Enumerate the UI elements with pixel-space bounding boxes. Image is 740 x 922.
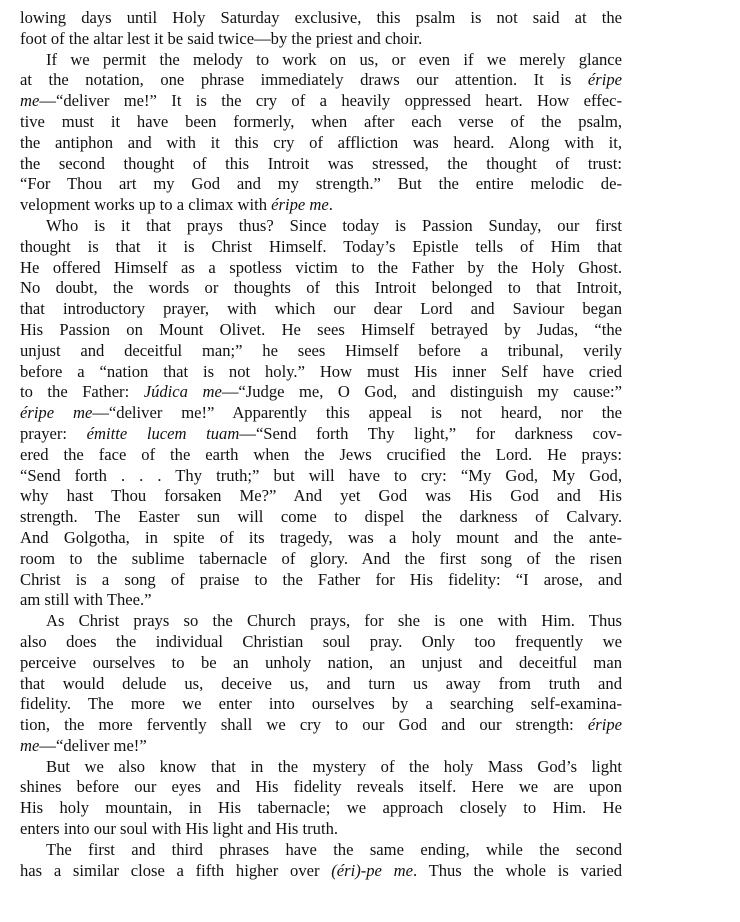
latin-phrase: éripe me — [20, 403, 93, 423]
text-line — [20, 174, 622, 195]
text-line — [20, 486, 622, 507]
text-line — [20, 632, 622, 653]
text-line — [20, 112, 622, 133]
text-line — [20, 715, 622, 736]
text-line — [20, 8, 622, 29]
text-segment: —“deliver me!” It is the cry of a heavily oppressed heart. How effec- — [39, 91, 622, 111]
text-line — [20, 382, 622, 403]
text-line — [20, 29, 622, 50]
text-segment: Christ is a song of praise to the Father for His fidelity: “I arose, and — [20, 569, 622, 589]
text-line — [20, 757, 622, 778]
latin-phrase: me — [20, 735, 40, 755]
text-line — [20, 216, 622, 237]
text-segment: And Golgotha, in spite of its tragedy, was a holy mount and the ante- — [20, 527, 622, 547]
text-segment: at the notation, one phrase immediately draws our attention. It is — [20, 70, 588, 90]
text-line — [20, 299, 622, 320]
text-segment: As Christ prays so the Church prays, for she is one with Him. Thus — [46, 611, 622, 631]
text-segment: also does the individual Christian soul pray. Only too frequently we — [20, 631, 622, 651]
text-segment: that introductory prayer, with which our dear Lord and Saviour began — [20, 299, 622, 319]
latin-phrase: éripe — [587, 715, 622, 735]
text-segment: the antiphon and with it this cry of affliction was heard. Along with it, — [20, 132, 622, 152]
text-segment: to the Father: — [20, 382, 144, 402]
text-line — [20, 570, 622, 591]
text-line — [20, 154, 622, 175]
text-segment: —“deliver me!” — [39, 735, 147, 755]
text-segment: The first and third phrases have the same ending, while the second — [46, 839, 622, 859]
text-line — [20, 195, 622, 216]
latin-phrase: me — [20, 91, 40, 111]
text-line — [20, 70, 622, 91]
text-segment: velopment works up to a climax with — [20, 195, 272, 215]
text-line — [20, 445, 622, 466]
text-segment: has a similar close a fifth higher over — [20, 860, 332, 880]
text-segment: before a “nation that is not holy.” How must His inner Self have cried — [20, 361, 622, 381]
text-segment: He offered Himself as a spotless victim to the Father by the Holy Ghost. — [20, 257, 622, 277]
text-line — [20, 549, 622, 570]
text-segment: —“deliver me!” Apparently this appeal is not heard, nor the — [92, 403, 622, 423]
text-line — [20, 341, 622, 362]
text-segment: . — [328, 195, 333, 215]
text-segment: lowing days until Holy Saturday exclusive, this psalm is not said at the — [20, 8, 622, 27]
text-segment: perceive ourselves to be an unholy nation, an unjust and deceitful man — [20, 652, 622, 672]
latin-phrase: éripe me — [271, 195, 329, 215]
text-line — [20, 819, 622, 840]
text-line — [20, 91, 622, 112]
text-line — [20, 736, 622, 757]
text-segment: prayer: — [20, 423, 87, 443]
text-segment: “Send forth . . . Thy truth;” but will have to cry: “My God, My God, — [20, 465, 622, 485]
text-segment: am still with Thee.” — [20, 590, 152, 610]
text-segment: Who is it that prays thus? Since today is Passion Sunday, our first — [46, 215, 622, 235]
text-segment: room to the sublime tabernacle of glory. And the first song of the risen — [20, 548, 622, 568]
text-segment: enters into our soul with His light and His truth. — [20, 819, 339, 839]
text-line — [20, 320, 622, 341]
text-segment: unjust and deceitful man;” he sees Himself before a tribunal, verily — [20, 340, 622, 360]
text-segment: the second thought of this Introit was stressed, the thought of trust: — [20, 153, 622, 173]
text-segment: foot of the altar lest it be said twice—by the priest and choir. — [20, 28, 423, 48]
text-line — [20, 611, 622, 632]
text-line — [20, 528, 622, 549]
text-line — [20, 133, 622, 154]
text-line — [20, 861, 622, 882]
text-line — [20, 798, 622, 819]
text-segment: thought is that it is Christ Himself. Today’s Epistle tells of Him that — [20, 236, 622, 256]
text-line — [20, 403, 622, 424]
text-line — [20, 237, 622, 258]
text-line — [20, 777, 622, 798]
latin-phrase: émitte lucem tuam — [86, 423, 240, 443]
text-line — [20, 362, 622, 383]
text-segment: No doubt, the words or thoughts of this Introit belonged to that Introit, — [20, 278, 622, 298]
body-text — [20, 8, 622, 881]
text-segment: strength. The Easter sun will come to dispel the darkness of Calvary. — [20, 507, 622, 527]
text-line — [20, 507, 622, 528]
text-line — [20, 466, 622, 487]
text-segment: . Thus the whole is varied — [413, 860, 622, 880]
text-segment: —“Judge me, O God, and distinguish my cause:” — [221, 382, 622, 402]
text-line — [20, 424, 622, 445]
text-segment: But we also know that in the mystery of the holy Mass God’s light — [46, 756, 622, 776]
text-line — [20, 674, 622, 695]
text-segment: His Passion on Mount Olivet. He sees Himself betrayed by Judas, “the — [20, 319, 622, 339]
text-line — [20, 653, 622, 674]
latin-phrase: (éri)-pe me — [331, 860, 413, 880]
text-line — [20, 590, 622, 611]
text-line — [20, 50, 622, 71]
text-segment: “For Thou art my God and my strength.” But the entire melodic de- — [20, 174, 622, 194]
latin-phrase: Júdica me — [143, 382, 222, 402]
text-segment: tion, the more fervently shall we cry to our God and our strength: — [20, 715, 588, 735]
text-line — [20, 258, 622, 279]
text-segment: His holy mountain, in His tabernacle; we approach closely to Him. He — [20, 798, 622, 818]
text-line — [20, 278, 622, 299]
text-segment: ered the face of the earth when the Jews crucified the Lord. He prays: — [20, 444, 622, 464]
text-line — [20, 694, 622, 715]
latin-phrase: éripe — [587, 70, 622, 90]
text-segment: that would delude us, deceive us, and turn us away from truth and — [20, 673, 622, 693]
text-segment: shines before our eyes and His fidelity reveals itself. Here we are upon — [20, 777, 622, 797]
text-segment: If we permit the melody to work on us, or even if we merely glance — [46, 49, 622, 69]
text-line — [20, 840, 622, 861]
text-segment: fidelity. The more we enter into ourselves by a searching self-examina- — [20, 694, 622, 714]
text-segment: tive must it have been formerly, when after each verse of the psalm, — [20, 111, 622, 131]
text-segment: why hast Thou forsaken Me?” And yet God was His God and His — [20, 486, 622, 506]
text-segment: —“Send forth Thy light,” for darkness cov- — [239, 423, 622, 443]
